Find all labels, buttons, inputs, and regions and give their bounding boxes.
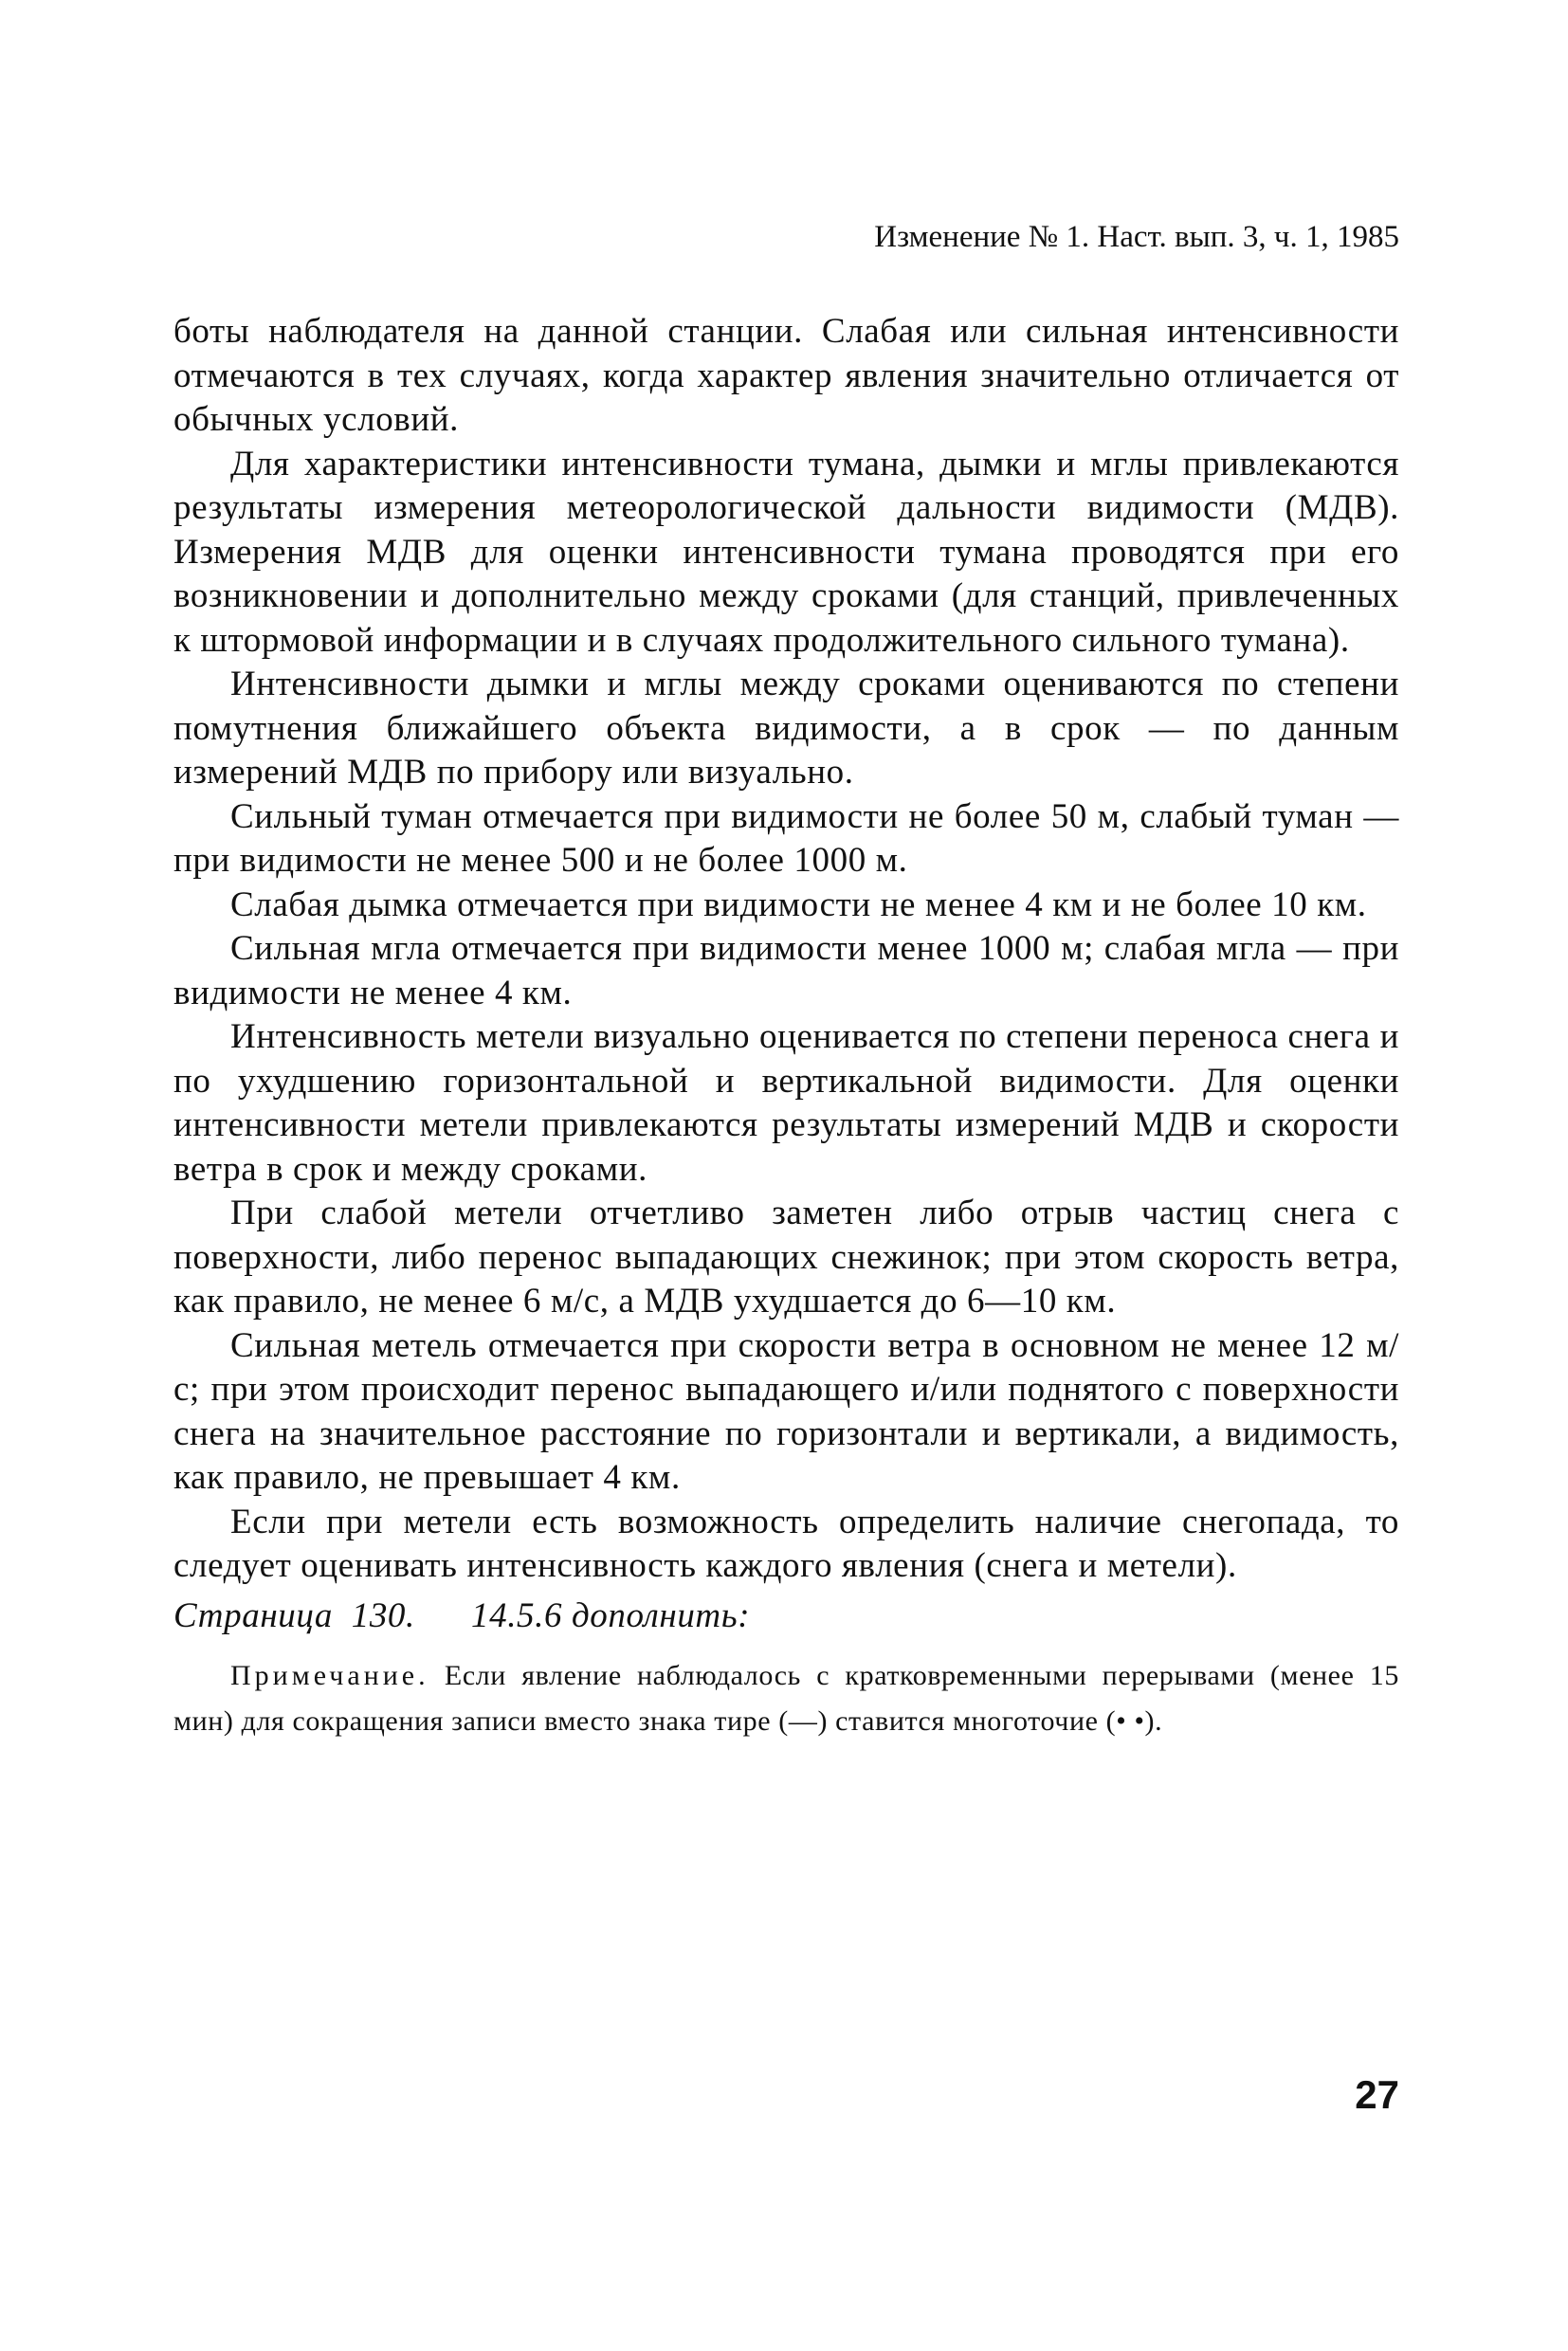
paragraph-strong-snowstorm: Сильная метель отмечается при скорости ветра в основном не менее 12 м/с; при этом происходит перенос выпадающего и/или поднятого с поверхности снега на значительное расстояние по горизонтали и вертикали, а видимость, как правило, не превышает 4 км.	[173, 1325, 1399, 1497]
note-text: Если явление наблюдалось с кратковременными перерывами (менее 15 мин) для сокращения записи вместо знака тире (—) ставится многоточие (• •).	[173, 1659, 1399, 1737]
paragraph-dry-haze: Сильная мгла отмечается при видимости менее 1000 м; слабая мгла — при видимости не менее 4 км.	[173, 929, 1399, 1012]
note-label: Примечание.	[230, 1659, 429, 1691]
paragraph-continuation: боты наблюдателя на данной станции. Слабая или сильная интенсивности отмечаются в тех случаях, когда характер явления значительно отличается от обычных условий.	[173, 312, 1399, 439]
paragraph-weak-snowstorm: При слабой метели отчетливо заметен либо отрыв частиц снега с поверхности, либо перенос выпадающих снежинок; при этом скорость ветра, как правило, не менее 6 м/с, а МДВ ухудшается до 6—10 км.	[173, 1194, 1399, 1321]
paragraph-snowstorm-intensity: Интенсивность метели визуально оценивается по степени переноса снега и по ухудшению горизонтальной и вертикальной видимости. Для оценки интенсивности метели привлекаются результаты измерений МДВ и скорости ветра в срок и между сроками.	[173, 1017, 1399, 1189]
running-header	[874, 216, 1399, 258]
page-number: 27	[1355, 2072, 1399, 2117]
paragraph-light-mist: Слабая дымка отмечается при видимости не менее 4 км и не более 10 км.	[230, 884, 1367, 924]
amendment-page-ref: Страница 130.	[173, 1595, 415, 1635]
paragraph-haze-estimation: Интенсивности дымки и мглы между сроками оцениваются по степени помутнения ближайшего объекта видимости, а в срок — по данным измерений МДВ по прибору или визуально.	[173, 665, 1399, 792]
paragraph-strong-fog: Сильный туман отмечается при видимости не более 50 м, слабый туман — при видимости не менее 500 и не более 1000 м.	[173, 796, 1399, 880]
paragraph-fog-intensity: Для характеристики интенсивности тумана, дымки и мглы привлекаются результаты измерения метеорологической дальности видимости (МДВ). Измерения МДВ для оценки интенсивности тумана проводятся при его возникновении и дополнительно между сроками (для станций, привлеченных к штормовой информации и в случаях продолжительного сильного тумана).	[173, 444, 1399, 660]
amendment-reference	[173, 1593, 1399, 1640]
paragraph-snowfall-and-snowstorm: Если при метели есть возможность определить наличие снегопада, то следует оценивать интенсивность каждого явления (снега и метели).	[173, 1502, 1399, 1585]
note-block	[173, 1653, 1399, 1744]
document-body	[173, 310, 1399, 1744]
amendment-clause: 14.5.6 дополнить:	[471, 1595, 751, 1635]
running-title: Изменение № 1. Наст. вып. 3, ч. 1, 1985	[874, 220, 1399, 254]
